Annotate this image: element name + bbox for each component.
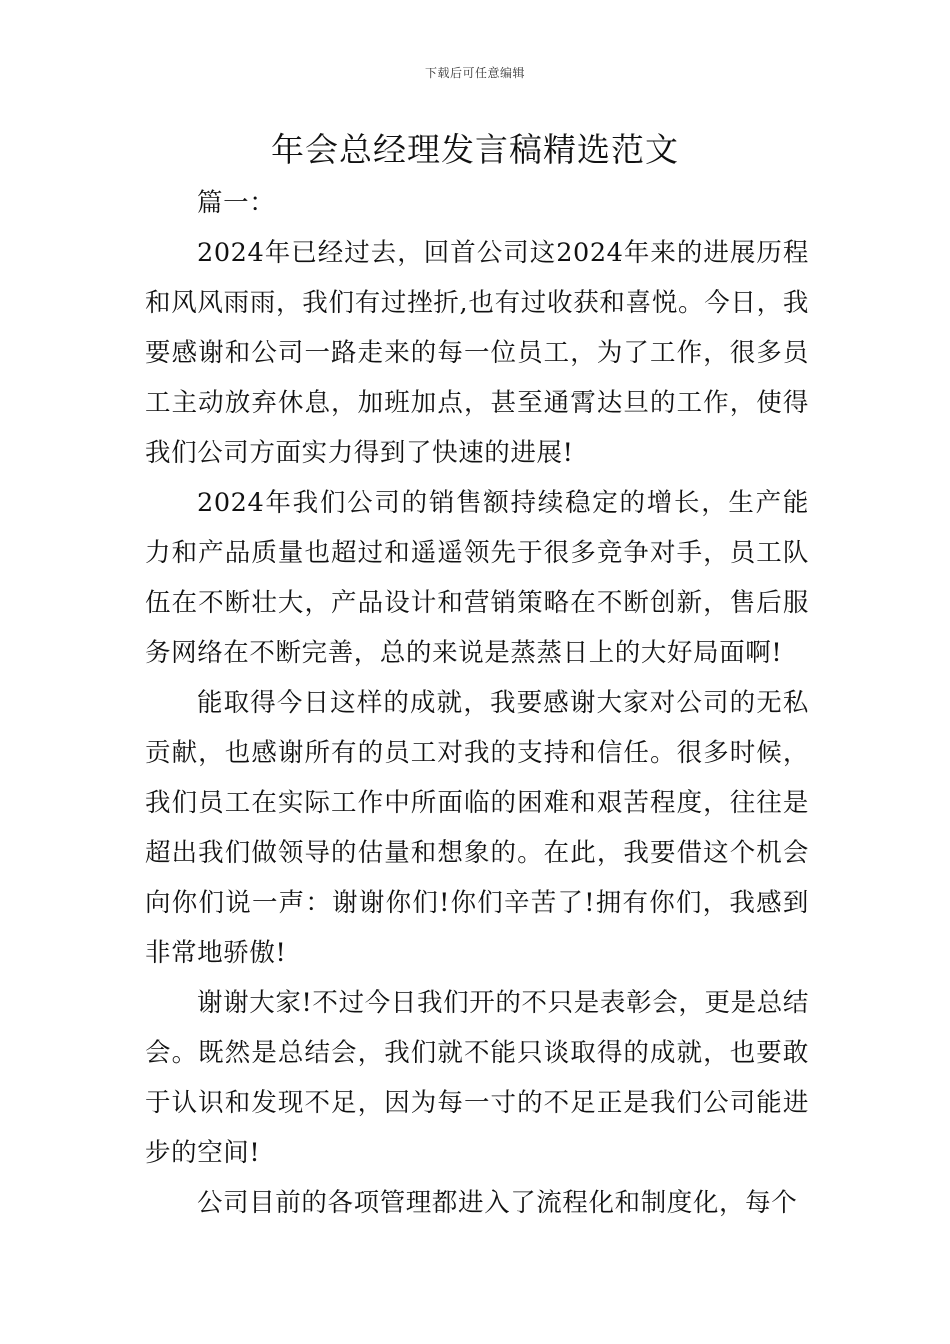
document-body <box>145 178 809 1228</box>
paragraph-2: 2024年我们公司的销售额持续稳定的增长，生产能力和产品质量也超过和遥遥领先于很多竞争对手，员工队伍在不断壮大，产品设计和营销策略在不断创新，售后服务网络在不断完善，总的来说是蒸蒸日上的大好局面啊! <box>145 488 809 668</box>
document-title: 年会总经理发言稿精选范文 <box>271 130 679 169</box>
paragraph-3: 能取得今日这样的成就，我要感谢大家对公司的无私贡献，也感谢所有的员工对我的支持和信任。很多时候，我们员工在实际工作中所面临的困难和艰苦程度，往往是超出我们做领导的估量和想象的。在此，我要借这个机会向你们说一声：谢谢你们!你们辛苦了!拥有你们，我感到非常地骄傲! <box>145 688 809 968</box>
section-label: 篇一： <box>197 188 276 218</box>
paragraph-1: 2024年已经过去，回首公司这2024年来的进展历程和风风雨雨，我们有过挫折,也有过收获和喜悦。今日，我要感谢和公司一路走来的每一位员工，为了工作，很多员工主动放弃休息，加班加点，甚至通霄达旦的工作，使得我们公司方面实力得到了快速的进展! <box>145 238 809 468</box>
header-note: 下载后可任意编辑 <box>424 66 525 80</box>
paragraph-4: 谢谢大家!不过今日我们开的不只是表彰会，更是总结会。既然是总结会，我们就不能只谈取得的成就，也要敢于认识和发现不足，因为每一寸的不足正是我们公司能进步的空间! <box>145 988 809 1168</box>
paragraph-5: 公司目前的各项管理都进入了流程化和制度化，每个 <box>197 1188 798 1218</box>
